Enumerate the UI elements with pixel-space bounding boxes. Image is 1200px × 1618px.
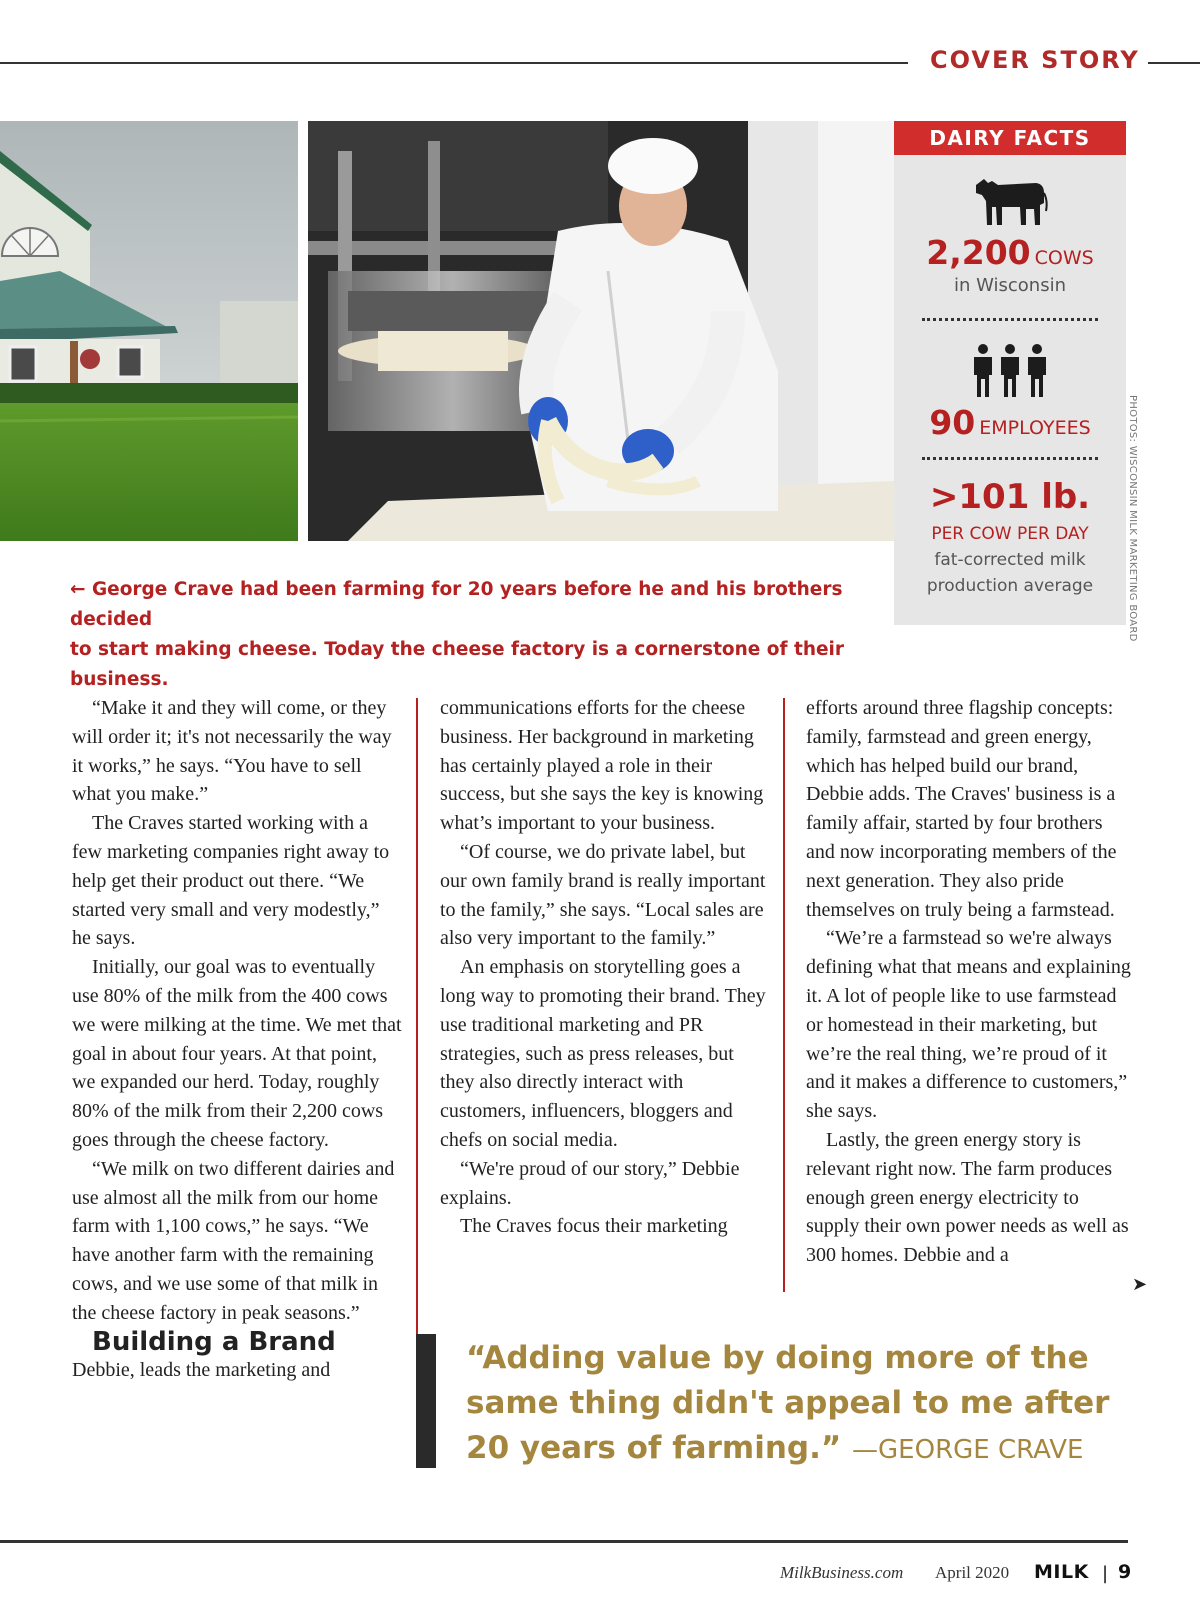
farmhouse-photo	[0, 121, 298, 541]
footer-site: MilkBusiness.com	[780, 1563, 904, 1582]
photo-caption	[70, 575, 860, 695]
footer-date: April 2020	[935, 1563, 1010, 1582]
footer-rule	[0, 1540, 1128, 1543]
left-arrow-icon: ←	[70, 579, 86, 600]
production-unit: PER COW PER DAY	[931, 524, 1089, 544]
paragraph: “We're proud of our story,” Debbie explains.	[440, 1157, 740, 1209]
paragraph: “Of course, we do private label, but our own family brand is really important to the family,” she says. “Local sales are also very important to the family.”	[440, 840, 766, 950]
production-number: >101 lb.	[929, 477, 1091, 517]
pull-quote-bar	[416, 1334, 436, 1468]
paragraph: The Craves started working with a few marketing companies right away to help get their product out there. “We started very small and very modestly,” he says.	[72, 812, 390, 950]
cows-number: 2,200	[926, 233, 1031, 272]
body-column-1	[72, 694, 402, 1385]
cows-unit: COWS	[1034, 247, 1094, 269]
paragraph: Initially, our goal was to eventually use 80% of the milk from the 400 cows we were milking at the time. We met that goal in about four years. At that point, we expanded our herd. Today, roughly 80% of the milk from their 2,200 cows goes through the cheese factory.	[72, 956, 402, 1151]
photo-credit: PHOTOS: WISCONSIN MILK MARKETING BOARD	[1127, 395, 1138, 642]
body-column-3	[806, 694, 1136, 1270]
paragraph: efforts around three flagship concepts: family, farmstead and green energy, which has helped build our brand, Debbie adds. The Craves' business is a family affair, started by four brothers and now incorporating members of the next generation. They also pride themselves on truly being a farmstead.	[806, 697, 1117, 921]
employees-unit: EMPLOYEES	[979, 417, 1091, 439]
employees-stat	[894, 403, 1126, 442]
facts-divider-2	[922, 457, 1098, 460]
footer-brand-logo: MILK	[1034, 1561, 1089, 1583]
footer-separator: |	[1102, 1563, 1109, 1584]
cow-icon	[972, 171, 1048, 227]
production-sub-2: production average	[926, 576, 1094, 596]
production-sub-1: fat-corrected milk	[934, 550, 1086, 570]
caption-line-2: to start making cheese. Today the cheese factory is a cornerstone of their business.	[70, 639, 845, 690]
facts-divider-1	[922, 318, 1098, 321]
pull-quote-text: “Adding value by doing more of the same thing didn't appeal to me after 20 years of farming.”	[466, 1340, 1110, 1466]
column-rule-1	[416, 698, 418, 1334]
paragraph: “Make it and they will come, or they will order it; it's not necessarily the way it works,” he says. “You have to sell what you make.”	[72, 697, 392, 806]
paragraph: “We’re a farmstead so we're always defining what that means and explaining it. A lot of people like to use farmstead or homestead in their marketing, but we’re the real thing, we’re proud of it and it makes a difference to customers,” she says.	[806, 927, 1131, 1123]
header-rule-right	[1148, 62, 1200, 64]
header-rule-left	[0, 62, 908, 64]
people-icon	[970, 343, 1050, 399]
cows-stat	[894, 233, 1126, 272]
section-label: COVER STORY	[930, 46, 1140, 74]
paragraph: Debbie, leads the marketing and	[72, 1359, 331, 1382]
paragraph: communications efforts for the cheese business. Her background in marketing has certainly played a role in their success, but she says the key is knowing what’s important to your business.	[440, 697, 764, 835]
cheesemaker-photo	[308, 121, 894, 541]
pull-quote-attribution: —GEORGE CRAVE	[852, 1435, 1084, 1465]
subheading: Building a Brand	[92, 1326, 336, 1357]
cows-location: in Wisconsin	[953, 275, 1067, 296]
column-rule-2	[783, 698, 785, 1292]
paragraph: An emphasis on storytelling goes a long way to promoting their brand. They use traditional marketing and PR strategies, such as press releases, but they also directly interact with customers, influencers, bloggers and chefs on social media.	[440, 956, 766, 1151]
paragraph: The Craves focus their marketing	[460, 1215, 728, 1238]
dairy-facts-sidebar	[894, 121, 1126, 625]
employees-number: 90	[929, 403, 976, 442]
pull-quote	[466, 1336, 1146, 1473]
body-column-2	[440, 694, 770, 1241]
caption-line-1: George Crave had been farming for 20 years before he and his brothers decided	[70, 579, 843, 630]
paragraph: “We milk on two different dairies and use almost all the milk from our home farm with 1,100 cows,” he says. “We have another farm with the remaining cows, and we use some of that milk in the cheese factory in peak seasons.”	[72, 1157, 395, 1324]
paragraph: Lastly, the green energy story is relevant right now. The farm produces enough green energy electricity to supply their own power needs as well as 300 homes. Debbie and a	[806, 1128, 1129, 1267]
dairy-facts-title: DAIRY FACTS	[894, 121, 1126, 155]
continue-arrow-icon: ➤	[1132, 1274, 1148, 1295]
page-number: 9	[1118, 1561, 1132, 1583]
